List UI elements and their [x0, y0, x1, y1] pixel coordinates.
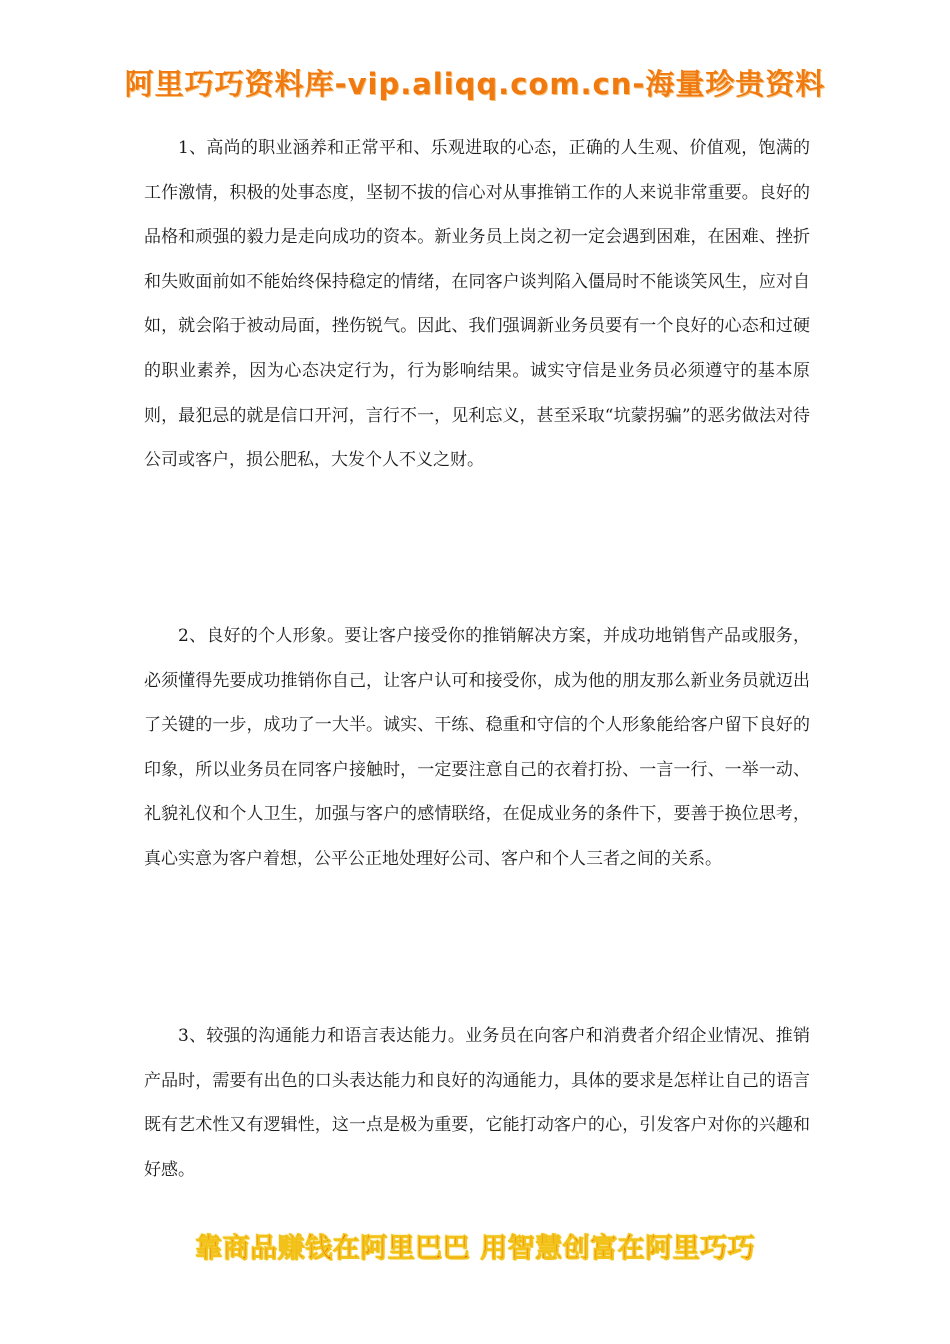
paragraph-2: 2、良好的个人形象。要让客户接受你的推销解决方案，并成功地销售产品或服务，必须懂得先要成功推销你自己，让客户认可和接受你，成为他的朋友那么新业务员就迈出了关键的一步，成功了一大半。诚实、干练、稳重和守信的个人形象能给客户留下良好的印象，所以业务员在同客户接触时，一定要注意自己的衣着打扮、一言一行、一举一动、礼貌礼仪和个人卫生，加强与客户的感情联络，在促成业务的条件下，要善于换位思考，真心实意为客户着想，公平公正地处理好公司、客户和个人三者之间的关系。: [144, 626, 810, 869]
paragraph-3: 3、较强的沟通能力和语言表达能力。业务员在向客户和消费者介绍企业情况、推销产品时，需要有出色的口头表达能力和良好的沟通能力，具体的要求是怎样让自己的语言既有艺术性又有逻辑性，这一点是极为重要，它能打动客户的心，引发客户对你的兴趣和好感。: [144, 1026, 810, 1180]
paragraph-2-block: [144, 614, 810, 882]
paragraph-1-block: [144, 126, 810, 483]
footer-banner: 靠商品赚钱在阿里巴巴 用智慧创富在阿里巧巧: [195, 1233, 755, 1264]
header-banner: 阿里巧巧资料库-vip.aliqq.com.cn-海量珍贵资料: [124, 67, 826, 101]
paragraph-3-block: [144, 1014, 810, 1192]
paragraph-1: 1、高尚的职业涵养和正常平和、乐观进取的心态，正确的人生观、价值观，饱满的工作激情，积极的处事态度，坚韧不拔的信心对从事推销工作的人来说非常重要。良好的品格和顽强的毅力是走向成功的资本。新业务员上岗之初一定会遇到困难，在困难、挫折和失败面前如不能始终保持稳定的情绪，在同客户谈判陷入僵局时不能谈笑风生，应对自如，就会陷于被动局面，挫伤锐气。因此、我们强调新业务员要有一个良好的心态和过硬的职业素养，因为心态决定行为，行为影响结果。诚实守信是业务员必须遵守的基本原则，最犯忌的就是信口开河，言行不一，见利忘义，甚至采取“坑蒙拐骗”的恶劣做法对待公司或客户，损公肥私，大发个人不义之财。: [144, 138, 810, 471]
